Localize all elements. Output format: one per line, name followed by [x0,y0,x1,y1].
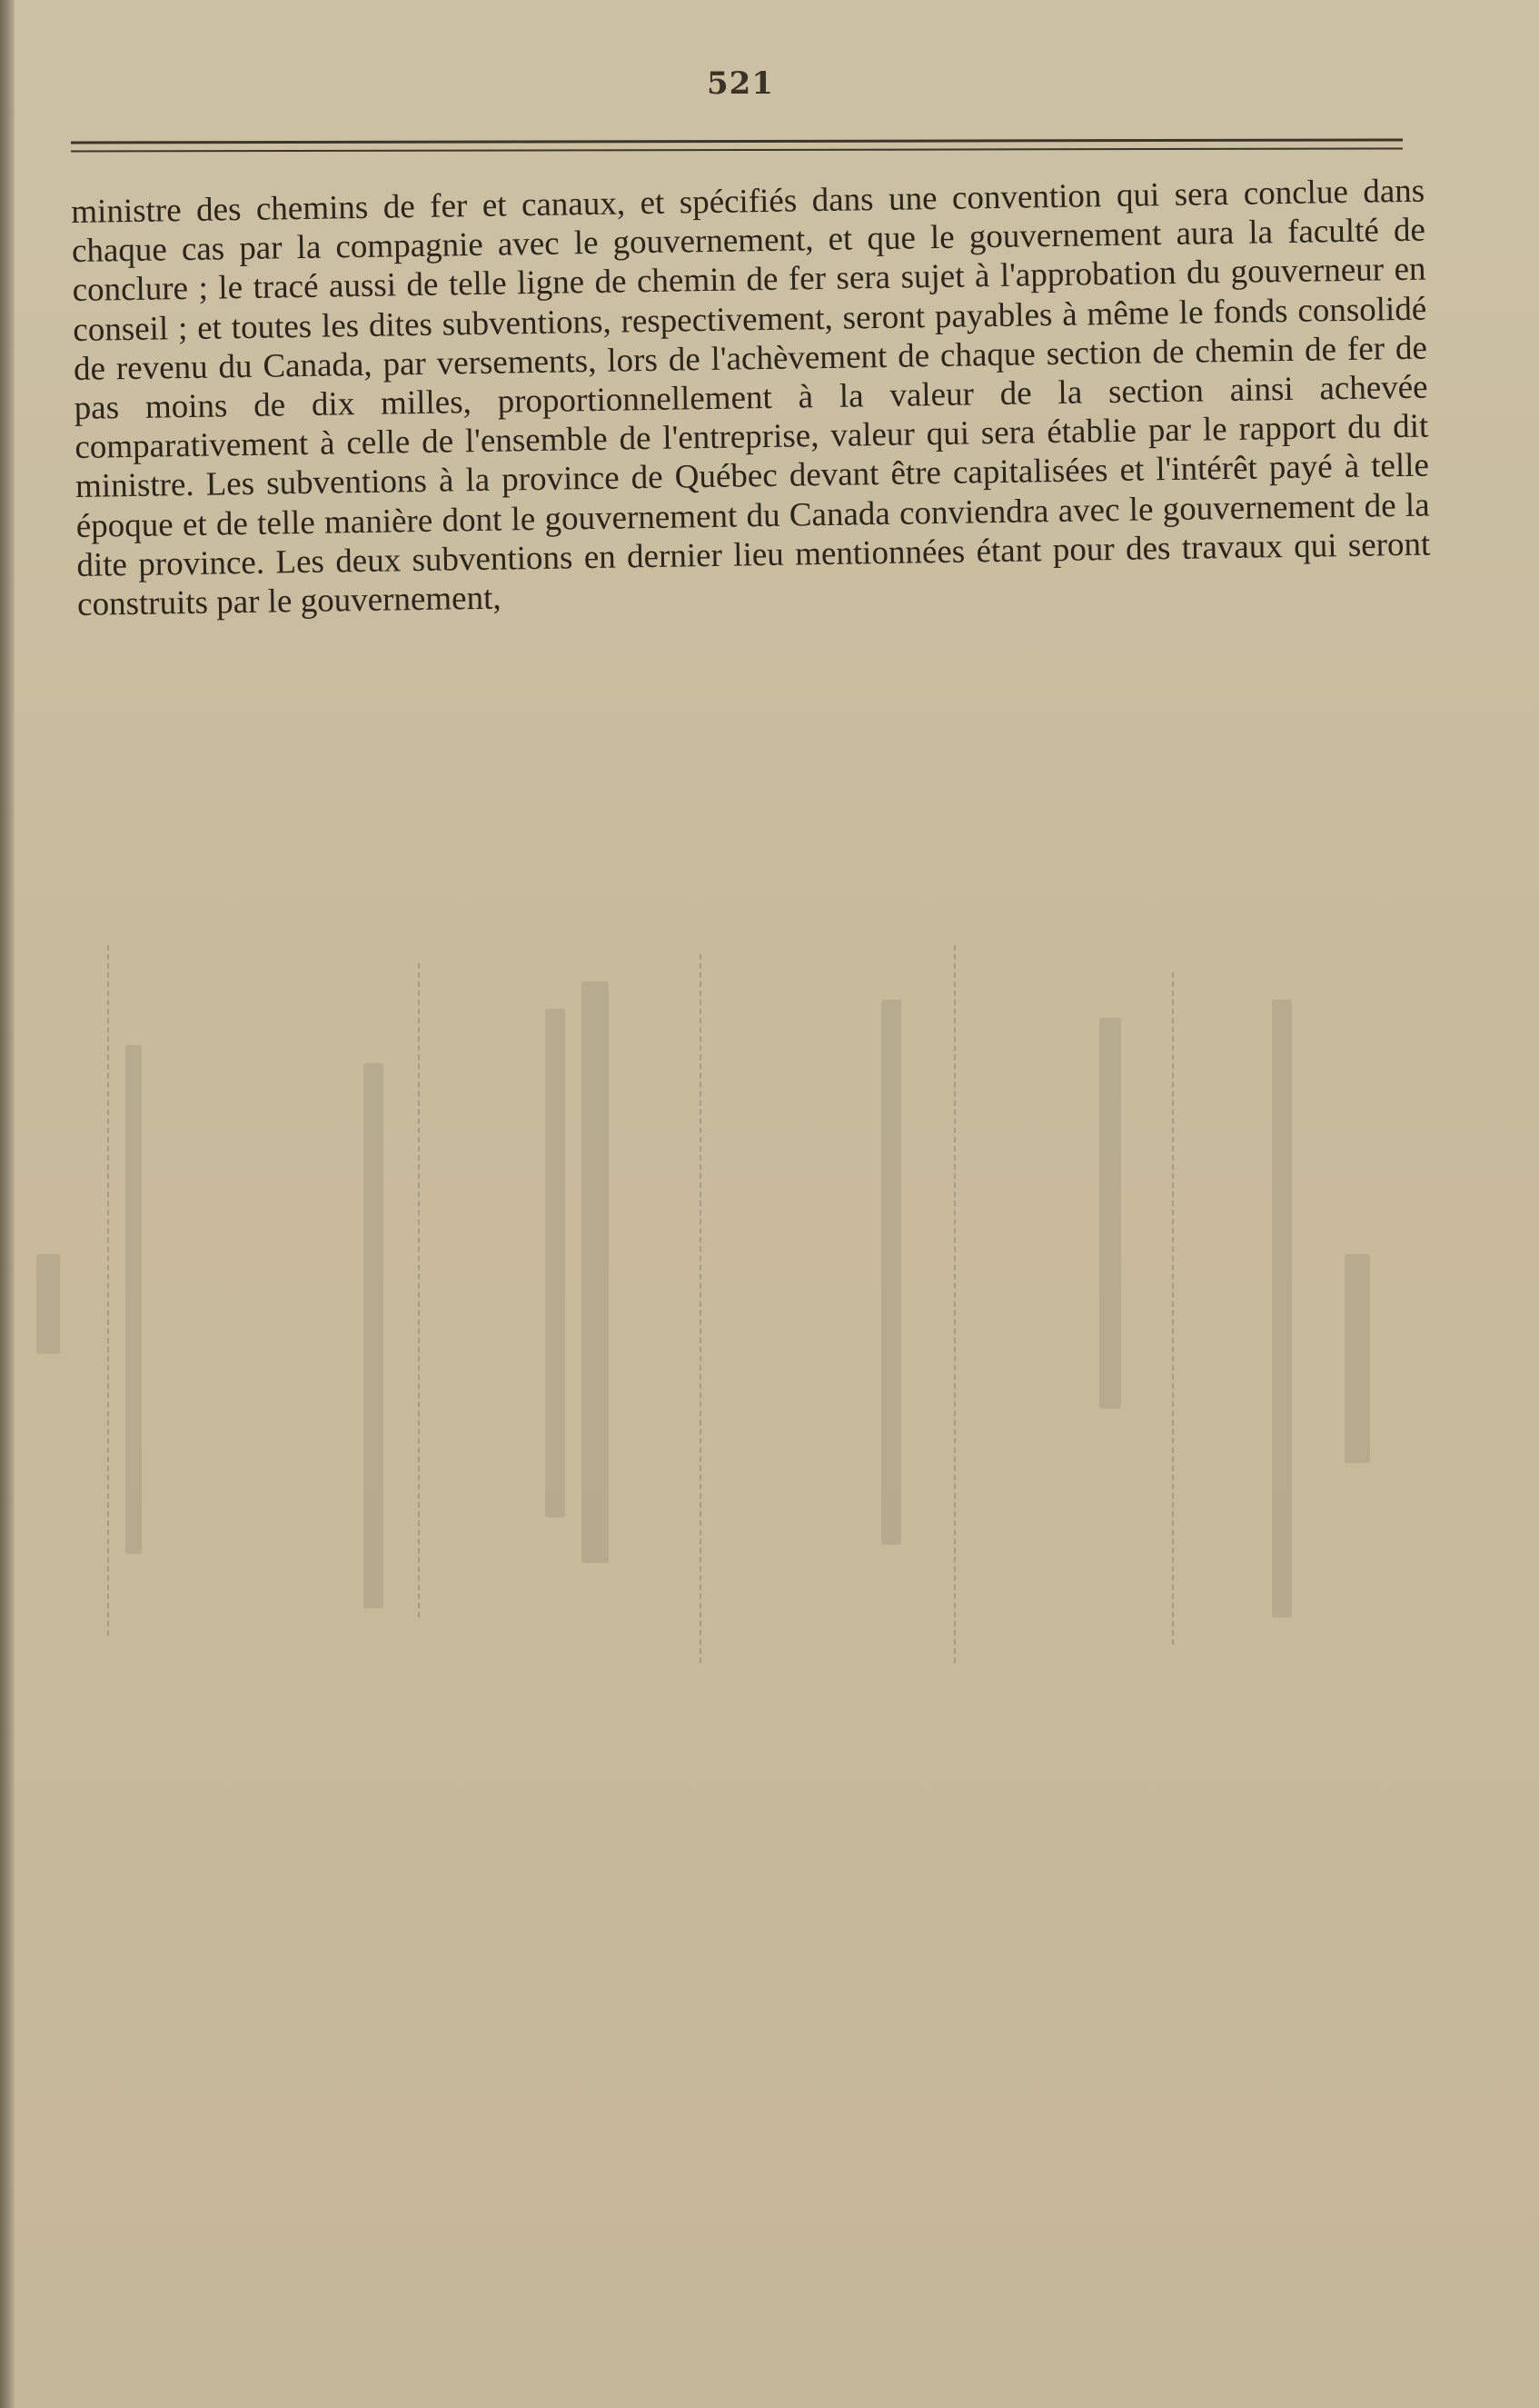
show-through-line [1172,972,1174,1645]
show-through-mark [1345,1254,1370,1463]
binding-edge [0,0,15,2408]
show-through-line [107,945,109,1636]
body-paragraph-container [71,172,1431,625]
show-through-line [954,945,956,1663]
show-through-mark [125,1045,142,1554]
show-through-mark [881,1000,901,1545]
show-through-line [418,963,420,1617]
header-rule [71,138,1403,144]
page-number: 521 [707,65,774,102]
header-rule-secondary [71,147,1403,152]
show-through-mark [581,981,609,1563]
show-through-mark [1099,1018,1121,1408]
show-through-mark [1272,1000,1292,1617]
body-paragraph: ministre des chemins de fer et canaux, et spécifiés dans une convention qui sera conclue dans chaque cas par la compagnie avec le gouvernement, et que le gouvernement aura la faculté de conclure ; le tracé aussi de telle ligne de chemin de fer sera sujet à l'approbation du gouverneur en conseil ; et toutes les dites subventions, respectivement, seront payables à même le fonds consolidé de revenu du Canada, par versements, lors de l'achèvement de chaque section de chemin de fer de pas moins de dix milles, proportionnellement à la valeur de la section ainsi achevée comparativement à celle de l'ensemble de l'entreprise, valeur qui sera établie par le rapport du dit ministre. Les subventions à la province de Québec devant être capitalisées et l'intérêt payé à telle époque et de telle manière dont le gouvernement du Canada conviendra avec le gouvernement de la dite province. Les deux subventions en dernier lieu mentionnées étant pour des travaux qui seront construits par le gouvernement, [71,172,1431,623]
show-through-mark [545,1009,565,1517]
show-through-area [36,927,1363,1672]
show-through-mark [36,1254,60,1354]
show-through-mark [363,1063,383,1608]
show-through-line [700,954,701,1663]
